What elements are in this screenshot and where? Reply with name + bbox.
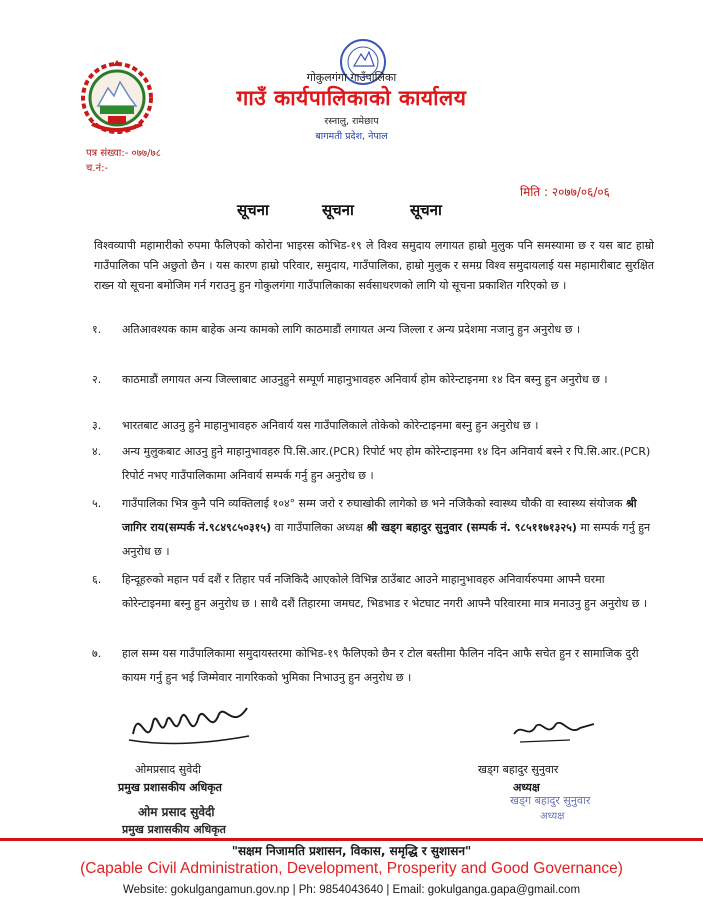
footer-motto-english: (Capable Civil Administration, Development, Prosperity and Good Governance) [80,860,623,877]
item-number: ७. [92,647,102,660]
notice-heading: सूचना [237,201,269,219]
address-line-1: रस्नालु, रामेछाप [324,116,379,127]
footer-divider [0,838,703,841]
item-number: २. [92,373,102,386]
municipality-name: गोकुलगंगा गाउँपालिका [306,71,397,84]
item-number: १. [92,323,102,336]
item-number: ३. [92,419,102,432]
stamp-left-name: ओम प्रसाद सुवेदी [138,805,215,819]
item-text: अतिआवश्यक काम बाहेक अन्य कामको लागि काठमाडौं लगायत अन्य जिल्ला र अन्य प्रदेशमा नजानु हुन अनुरोध छ । [122,323,581,336]
signatory-left-name: ओमप्रसाद सुवेदी [135,763,201,776]
item-text-part: वा गाउँपालिका अध्यक्ष [271,521,367,534]
footer-motto: "सक्षम निजामति प्रशासन, विकास, समृद्धि र सुशासन" [231,844,472,858]
signatory-left-title: प्रमुख प्रशासकीय अधिकृत [118,781,222,794]
health-contact: श्री जागिर राय(सम्पर्क नं.९८४९८५०३१५) [122,497,637,534]
item-text-part: गाउँपालिका भित्र कुनै पनि व्यक्तिलाई १०४° सम्म जरो र रुघाखोकी लागेको छ भने नजिकैको स्वास्थ्य चौकी वा स्वास्थ्य संयोजक [122,497,626,510]
stamp-right-name: खड्ग बहादुर सुनुवार [510,794,591,807]
signature-right [510,716,600,746]
notice-date: मिति : २०७७/०६/०६ [520,185,610,199]
item-text: हाल सम्म यस गाउँपालिकामा समुदायस्तरमा कोभिड-१९ फैलिएको छैन र टोल बस्तीमा फैलिन नदिन आफै सचेत हुन र सामाजिक दुरी कायम गर्नु हुन भई जिम्मेवार नागरिकको भुमिका निभाउनु हुन अनुरोध छ । [122,647,639,684]
office-title: गाउँ कार्यपालिकाको कार्यालय [236,85,467,110]
chairperson-contact: श्री खड्ग बहादुर सुनुवार (सम्पर्क नं. ९८५११७१३२५) [366,521,577,534]
signatory-right-name: खड्ग बहादुर सुनुवार [478,763,559,776]
notice-heading: सूचना [322,201,354,219]
signatory-right-title: अध्यक्ष [513,781,540,794]
dispatch-number: च.नं:- [86,163,109,174]
item-number: ५. [92,497,102,510]
item-text: काठमाडौं लगायत अन्य जिल्लाबाट आउनुहुने सम्पूर्ण माहानुभावहरु अनिवार्य होम कोरेन्टाइनमा १४ दिन बस्नु हुन अनुरोध छ । [122,373,608,386]
item-number: ६. [92,573,102,586]
item-number: ४. [92,445,102,458]
notice-intro-paragraph: विश्वव्यापी महामारीको रुपमा फैलिएको कोरोना भाइरस कोभिड-१९ ले विश्व समुदाय लगायत हाम्रो मुलुक पनि समस्यामा छ र यस बाट हाम्रो गाउँपालिका पनि अछुतो छैन । यस कारण हाम्रो परिवार, समुदाय, गाउँपालिका, हाम्रो मुलुक र समग्र विश्व समुदायलाई यस महामारीबाट सुरक्षित राख्न यो सूचना बमोजिम गर्न गराउनु हुन गोकुलगंगा गाउँपालिकाका सर्वसाधरणको लागि यो सूचना प्रकाशित गरिएको छ । [94,239,654,292]
footer-contact: Website: gokulgangamun.gov.np | Ph: 9854043640 | Email: gokulganga.gapa@gmail.com [122,884,581,896]
item-text [122,492,652,564]
item-text: भारतबाट आउनु हुने माहानुभावहरु अनिवार्य यस गाउँपालिकाले तोकेको कोरेन्टाइनमा बस्नु हुन अनुरोध छ । [122,419,539,432]
item-text-part: मा सम्पर्क गर्नु हुन अनुरोध छ । [122,521,651,558]
item-text: हिन्दूहरुको महान पर्व दशैं र तिहार पर्व नजिकिदै आएकोले विभिन्न ठाउँबाट आउने माहानुभावहरु अनिवार्यरुपमा आफ्नै घरमा कोरेन्टाइनमा बस्नु हुन अनुरोध छ । साथै दशैं तिहारमा जमघट, भिडभाड र भेटघाट नगरी आफ्नै परिवारमा मात्र मनाउनु हुन अनुरोध छ । [122,573,648,610]
stamp-left-title: प्रमुख प्रशासकीय अधिकृत [122,823,226,836]
stamp-right-title: अध्यक्ष [540,811,565,822]
notice-heading: सूचना [410,201,442,219]
address-line-2: बागमती प्रदेश, नेपाल [315,131,388,142]
reference-number: पत्र संख्या:- ०७७/७८ [86,148,161,159]
item-text: अन्य मुलुकबाट आउनु हुने माहानुभावहरु पि.सि.आर.(PCR) रिपोर्ट भए होम कोरेन्टाइनमा १४ दिन अनिवार्य बस्ने र पि.सि.आर.(PCR) रिपोर्ट नभए गाउँपालिकामा अनिवार्य सम्पर्क गर्नु हुन अनुरोध छ । [122,445,651,482]
signature-left [125,700,255,752]
